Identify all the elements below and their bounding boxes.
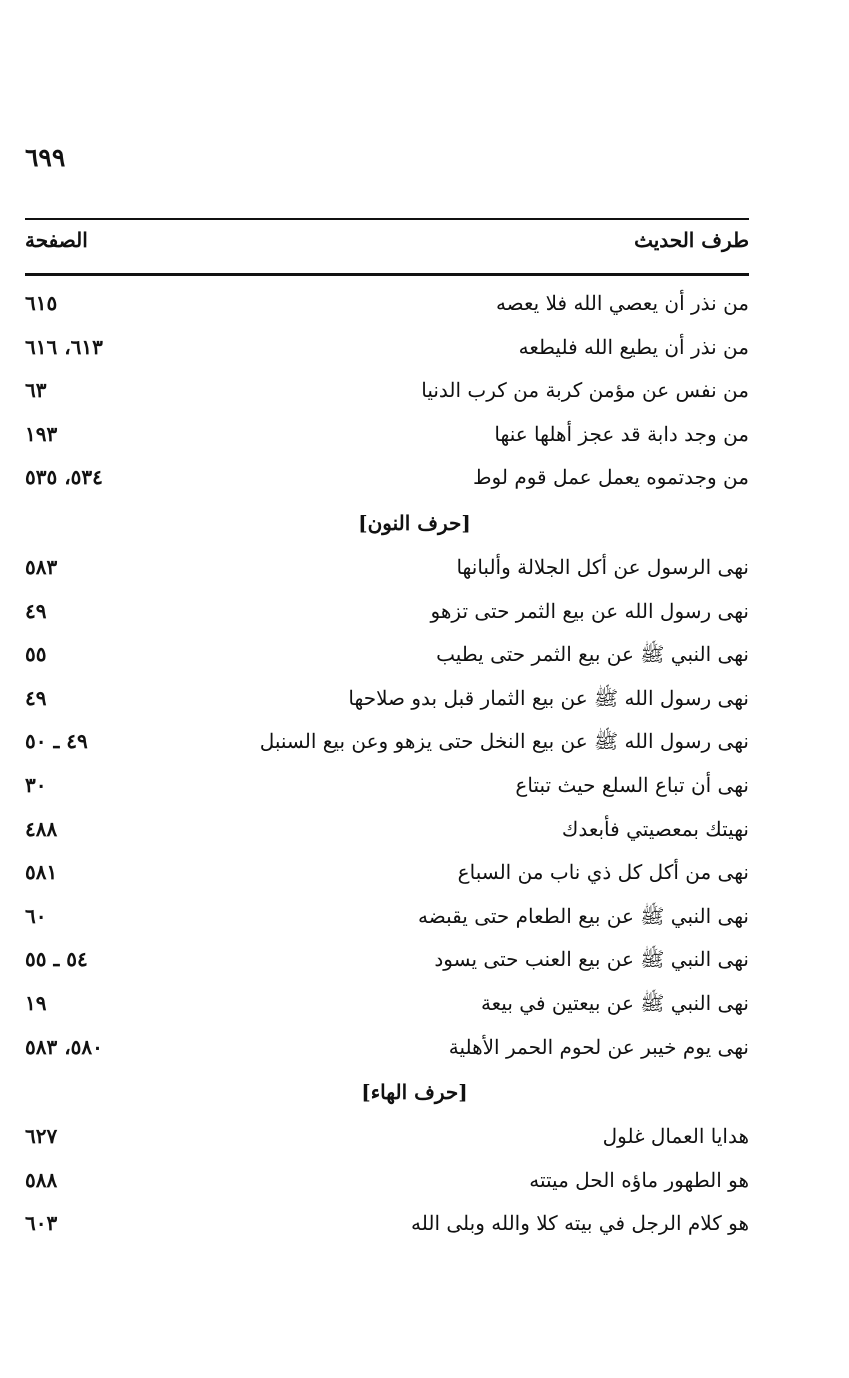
page-column-header: الصفحة [25, 228, 88, 252]
index-row [25, 549, 749, 593]
index-row [25, 898, 749, 942]
hadith-text: من وجد دابة قد عجز أهلها عنها [494, 421, 749, 446]
index-row [25, 680, 749, 724]
page-number: ٦٩٩ [25, 143, 66, 172]
section-heading: [حرف الهاء] [361, 1080, 468, 1105]
hadith-text: من نذر أن يعصي الله فلا يعصه [495, 291, 749, 315]
index-row [25, 329, 749, 373]
page-reference: ٦٠٣ [25, 1211, 58, 1236]
index-row [25, 1118, 749, 1162]
page-reference: ٥٥ [25, 642, 47, 667]
header-top-rule [25, 218, 749, 220]
index-row [25, 767, 749, 811]
index-row [25, 372, 749, 416]
hadith-column-header: طرف الحديث [634, 228, 749, 252]
page-reference: ٥٨٨ [25, 1167, 58, 1192]
table-header [25, 228, 749, 262]
page-reference: ١٩ [25, 990, 47, 1015]
index-row [25, 636, 749, 680]
hadith-text: نهى رسول الله ﷺ عن بيع الثمار قبل بدو صلاحها [348, 685, 749, 710]
hadith-text: نهى أن تباع السلع حيث تبتاع [515, 772, 749, 797]
page-reference: ٦٣ [25, 378, 47, 403]
section-heading-row [25, 1072, 749, 1118]
hadith-text: هدايا العمال غلول [602, 1124, 749, 1149]
index-row [25, 593, 749, 637]
page-reference: ٥٨١ [25, 860, 58, 885]
section-heading: [حرف النون] [358, 510, 471, 535]
hadith-text: من وجدتموه يعمل عمل قوم لوط [473, 465, 749, 490]
page-reference: ٥٨٣ [25, 554, 58, 579]
hadith-text: نهى النبي ﷺ عن بيع العنب حتى يسود [434, 947, 749, 972]
hadith-index-list [25, 285, 749, 1249]
hadith-text: من نفس عن مؤمن كربة من كرب الدنيا [421, 378, 749, 403]
page-reference: ٣٠ [25, 772, 47, 797]
page-reference: ١٩٣ [25, 421, 58, 446]
index-row [25, 285, 749, 329]
page-reference: ٥٤ ـ ٥٥ [25, 947, 88, 972]
index-row [25, 854, 749, 898]
index-row [25, 1029, 749, 1073]
page-reference: ٤٩ [25, 685, 47, 710]
index-row [25, 1205, 749, 1249]
page-reference: ٤٨٨ [25, 816, 58, 841]
hadith-text: نهى النبي ﷺ عن بيع الطعام حتى يقبضه [418, 903, 749, 928]
hadith-text: نهيتك بمعصيتي فأبعدك [561, 816, 749, 841]
hadith-text: نهى رسول الله عن بيع الثمر حتى تزهو [430, 598, 749, 623]
page-reference: ٤٩ [25, 598, 47, 623]
hadith-text: نهى من أكل كل ذي ناب من السباع [457, 860, 749, 885]
index-row [25, 1162, 749, 1206]
page-reference: ٦٠ [25, 903, 47, 928]
page-reference: ٥٣٤، ٥٣٥ [25, 465, 103, 490]
page-reference: ٤٩ ـ ٥٠ [25, 729, 88, 754]
hadith-text: نهى النبي ﷺ عن بيع الثمر حتى يطيب [436, 642, 749, 667]
hadith-text: نهى يوم خيبر عن لحوم الحمر الأهلية [448, 1034, 749, 1059]
index-row [25, 941, 749, 985]
hadith-text: من نذر أن يطيع الله فليطعه [518, 334, 749, 359]
index-row [25, 723, 749, 767]
section-heading-row [25, 503, 749, 549]
index-row [25, 811, 749, 855]
page-reference: ٥٨٠، ٥٨٣ [25, 1034, 103, 1059]
header-bottom-rule [25, 273, 749, 276]
hadith-text: نهى الرسول عن أكل الجلالة وألبانها [456, 554, 749, 579]
hadith-text: هو كلام الرجل في بيته كلا والله وبلى الله [411, 1211, 749, 1236]
page-reference: ٦١٣، ٦١٦ [25, 334, 103, 359]
index-row [25, 416, 749, 460]
index-row [25, 985, 749, 1029]
index-row [25, 459, 749, 503]
hadith-text: هو الطهور ماؤه الحل ميتته [529, 1167, 749, 1192]
hadith-text: نهى النبي ﷺ عن بيعتين في بيعة [480, 990, 749, 1015]
page-reference: ٦١٥ [25, 291, 58, 315]
hadith-text: نهى رسول الله ﷺ عن بيع النخل حتى يزهو وعن بيع السنبل [259, 729, 749, 754]
page-reference: ٦٢٧ [25, 1124, 58, 1149]
